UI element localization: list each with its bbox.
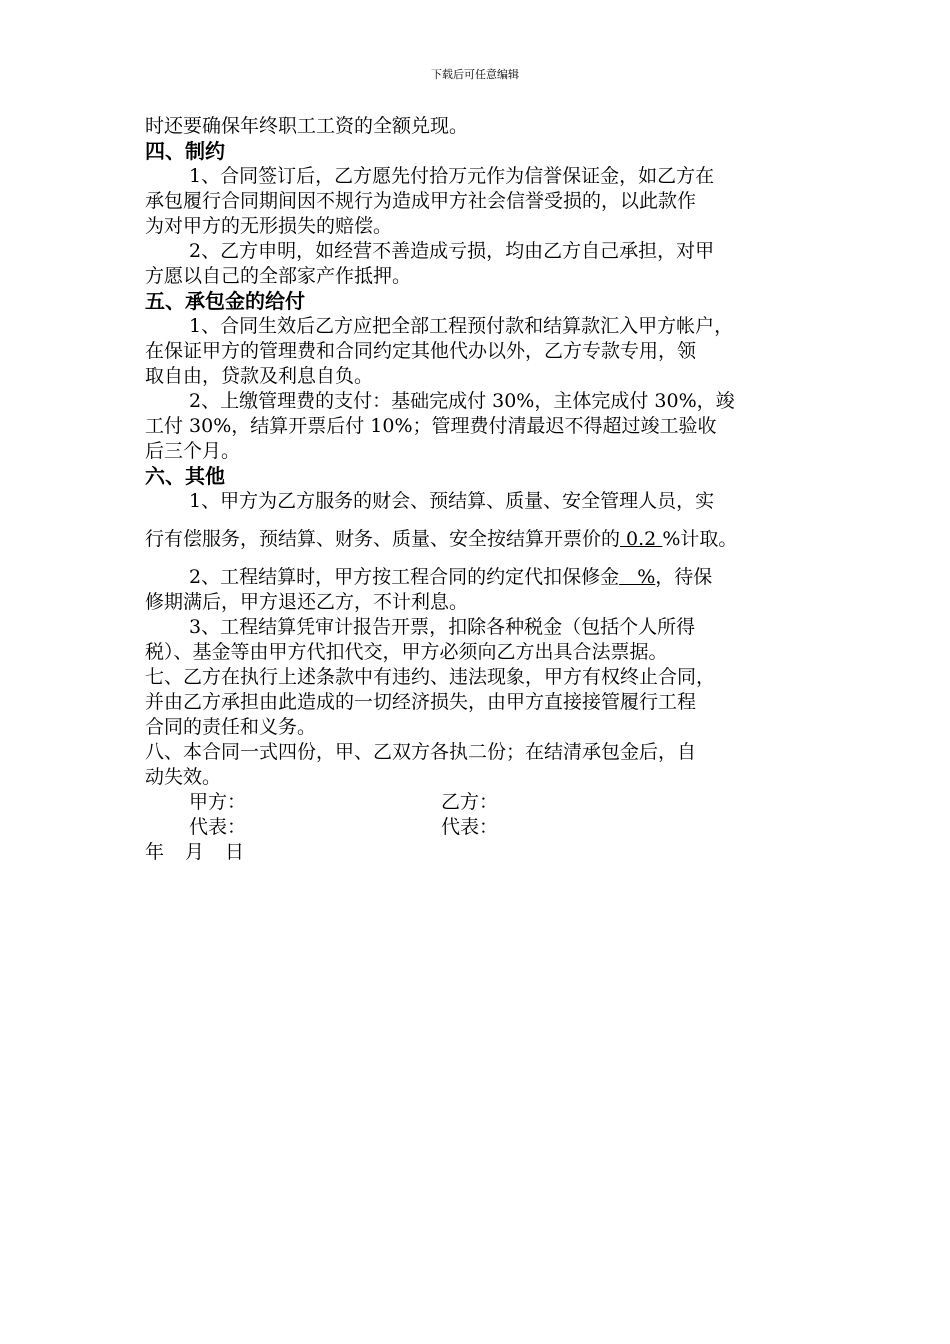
clause-line: 后三个月。 (145, 440, 241, 462)
clause-line: 为对甲方的无形损失的赔偿。 (145, 215, 393, 237)
clause-line: 修期满后，甲方退还乙方，不计利息。 (145, 591, 469, 613)
clause-line: 1、合同生效后乙方应把全部工程预付款和结算款汇入甲方帐户， (189, 315, 734, 337)
intro-line: 时还要确保年终职工工资的全额兑现。 (145, 115, 469, 137)
section-4-clause-2 (145, 239, 813, 289)
clause-text: %计取。 (662, 528, 738, 550)
clause-text: 行有偿服务，预结算、财务、质量、安全按结算开票价的 (145, 528, 621, 550)
date-day: 日 (225, 841, 245, 863)
clause-line: 动失效。 (145, 766, 222, 788)
rep-b-label: 代表： (441, 816, 499, 838)
party-a-label: 甲方： (189, 791, 247, 813)
clause-line: 八、本合同一式四份，甲、乙双方各执二份；在结清承包金后，自 (145, 741, 697, 763)
clause-text: ，待保 (655, 566, 713, 588)
clause-line: 方愿以自己的全部家产作抵押。 (145, 265, 412, 287)
clause-line: 1、甲方为乙方服务的财会、预结算、质量、安全管理人员，实 (189, 490, 715, 512)
section-5-clause-2 (145, 389, 813, 464)
date-month: 月 (185, 841, 205, 863)
section-6-title: 六、其他 (145, 464, 225, 488)
fee-rate-value: 0.2 (620, 528, 663, 550)
signature-date (145, 840, 813, 865)
clause-line: 3、工程结算凭审计报告开票，扣除各种税金（包括个人所得 (189, 616, 696, 638)
clause-line (145, 527, 813, 552)
clause-line: 2、上缴管理费的支付：基础完成付 30%，主体完成付 30%，竣 (189, 390, 735, 412)
section-4-title: 四、制约 (145, 139, 225, 163)
clause-line: 税）、基金等由甲方代扣代交，甲方必须向乙方出具合法票据。 (145, 641, 668, 663)
section-6-clause-1 (145, 489, 813, 552)
clause-line: 工付 30%，结算开票后付 10%；管理费付清最迟不得超过竣工验收 (145, 415, 717, 437)
clause-line: 合同的责任和义务。 (145, 716, 317, 738)
section-6-clause-3 (145, 615, 813, 665)
signature-rep-row (145, 815, 813, 840)
clause-line (145, 565, 813, 590)
party-b-label: 乙方： (441, 791, 499, 813)
clause-line: 七、乙方在执行上述条款中有违约、违法现象，甲方有权终止合同， (145, 666, 716, 688)
warranty-rate-blank: % (619, 566, 656, 588)
date-year: 年 (145, 841, 165, 863)
clause-text: 2、工程结算时，甲方按工程合同的约定代扣保修金 (189, 566, 620, 588)
clause-line: 并由乙方承担由此造成的一切经济损失，由甲方直接接管履行工程 (145, 691, 697, 713)
section-7 (145, 665, 813, 740)
clause-line: 1、合同签订后，乙方愿先付拾万元作为信誉保证金，如乙方在 (189, 165, 715, 187)
signature-party-row (145, 790, 813, 815)
clause-line: 在保证甲方的管理费和合同约定其他代办以外，乙方专款专用，领 (145, 340, 697, 362)
section-5-clause-1 (145, 314, 813, 389)
section-8 (145, 740, 813, 790)
page-header-note: 下载后可任意编辑 (431, 68, 519, 81)
clause-line: 2、乙方申明，如经营不善造成亏损，均由乙方自己承担，对甲 (189, 240, 715, 262)
clause-line: 承包履行合同期间因不规行为造成甲方社会信誉受损的，以此款作 (145, 190, 697, 212)
section-5-title: 五、承包金的给付 (145, 289, 305, 313)
section-6-clause-2 (145, 565, 813, 615)
section-4-clause-1 (145, 164, 813, 239)
rep-a-label: 代表： (189, 816, 247, 838)
clause-line: 取自由，贷款及利息自负。 (145, 365, 374, 387)
contract-body (145, 114, 813, 865)
